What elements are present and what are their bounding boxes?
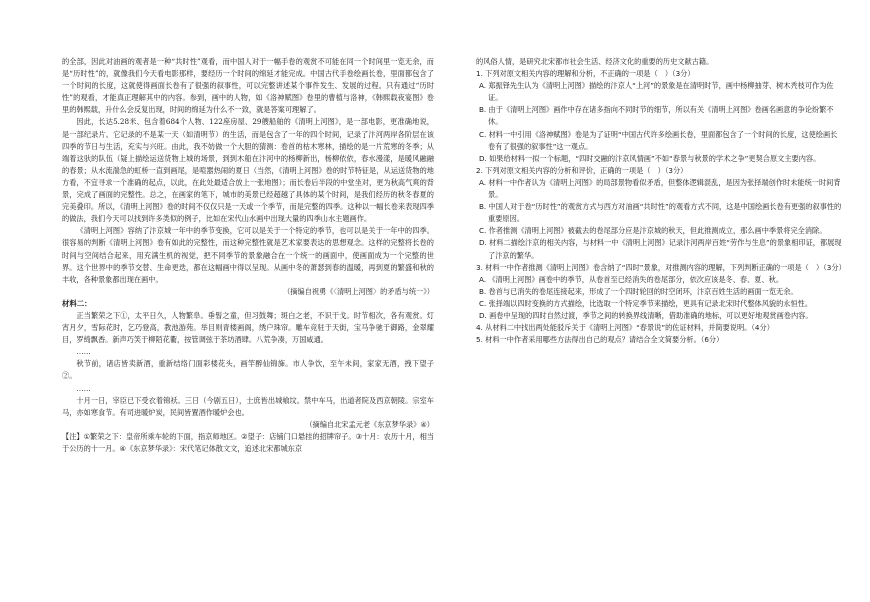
material1-source: （摘编自祝勇《〈清明上河图〉的矛盾与统一》） <box>283 286 434 296</box>
right-column <box>476 56 844 346</box>
question-3-option-d: D. 画卷中呈现的四时自然过渡，季节之间的转换界线清晰，借助准确的地标，可以更好地观赏画卷内容。 <box>479 310 813 320</box>
question-1-option-c: C. 材料一中引用《洛神赋图》卷是为了证明“中国古代许多绘画长卷，里面都包含了一个时间的长度，这使绘画长卷有了很强的叙事性”这一观点。 <box>479 129 838 151</box>
question-2-option-a: A. 材料一中作者认为《清明上河图》的局部景物看似矛盾，但整体逻辑混乱，是因为张择端创作时未能统一时间背景。 <box>479 177 841 200</box>
left-column <box>62 56 434 455</box>
question-5: 5. 材料一中作者采用哪些方法得出自己的观点？请结合全文简要分析。（6分） <box>476 335 724 345</box>
question-1-option-b: B. 由于《清明上河图》画作中存在诸多指向不同时节的细节，所以有关《清明上河图》卷画名画意的争论纷繁不休。 <box>479 105 834 127</box>
ellipsis: …… <box>76 383 91 393</box>
material2-source: （摘编自北宋孟元老《东京梦华录》④） <box>305 419 434 429</box>
material1-para3: 《清明上河图》容纳了汴京城一年中的季节变换，它可以是关于一个特定的季节，也可以是关于一年中的四季。很容易的判断《清明上河图》卷有如此的完整性，而这种完整性就是艺术家要表达的思想观念。这样的完整将长卷的时间与空间结合起来，用充满生机的视觉，把不同季节的景象融合在一个统一的画面中，使画面成为一个完整的世界。这个世界中的季节交替、生命更迭，都在这幅画中得以呈现。从画中冬的萧瑟到春的温暖，再到夏的繁盛和秋的丰收，各种景象都出现在画中。 <box>62 226 434 284</box>
question-2-option-d: D. 材料二描绘汴京的相关内容，与材料一中《清明上河图》记录汴河两岸百姓“劳作与生息”的景象相印证，都展现了汴京的繁华。 <box>479 238 842 260</box>
question-2: 2. 下列对原文相关内容的分析和评价，正确的一项是（ ）（3分） <box>476 165 688 175</box>
question-2-option-c: C. 作者推测《清明上河图》被截去的卷尾部分应是汴京城的秋天，但此推测成立，那么画中季景将完全消除。 <box>479 226 827 236</box>
footnote-continued: 的风俗人情，是研究北宋都市社会生活、经济文化的重要的历史文献古籍。 <box>476 57 714 66</box>
question-3-option-b: B. 卷首与已消失的卷尾连接起来，形成了一个四时轮回的时空闭环，汴京百姓生活的画面一览无余。 <box>479 286 798 296</box>
material1-para2: 因此，长达5.28米、包含着684个人物、122座房屋、29艘船舶的《清明上河图》，是一部电影，更准确地说，是一部纪录片。它记录的不是某一天（如清明节）的生活，而是包含了一年的四个时间，记录了汴河两岸各阶层在该四季的节日与生活，充实与兴旺。由此，我不妨做一个大胆的猜测：卷首的枯木寒林，描绘的是一片荒寒的冬季；从端着这驮的队伍（疑上描绘运送货物上城的场景，到到木船在汴河中的杨柳新出，杨柳依依，春水漫漾，是暖风融融的春景；从水流湍急的虹桥一直到画尾，是喧嚣热闹的夏日（当然，《清明上河图》卷的时节特征是，从运送货物的地方看，不宜寻求一个准确的起点，以此，在此处最适合放上一张地图）；而长卷后半段的中堂坐对，更为秋高气爽的背景，完成了画面的完整性。总之，在画家的笔下，城市的美景已经超越了具体的某个时间，是我们经历的秋冬春夏的完美叠印。所以，《清明上河图》卷的时间不仅仅只是一天或一个季节，而是完整的四季。这种以一幅长卷来表现四季的做法，我们今天可以找到许多类似的例子，比如在宋代山水画中出现大量的四季山水主题画作。 <box>62 117 434 224</box>
question-1-option-a: A. 郑振铎先生认为《清明上河图》描绘的汴京人“上河”的景象是在清明时节，画中杨柳抽芽、树木秃枝可作为佐证。 <box>479 81 834 103</box>
footnote: 【注】①繁荣之下：皇帝所乘车轮的下面，指京师地区。②望子：店铺门口悬挂的招牌帘子。③十月：农历十月，相当于公历的十一月。④《东京梦华录》：宋代笔记体散文文，追述北宋都城东京 <box>62 431 434 453</box>
material2-label: 材料二： <box>62 298 92 308</box>
material2-para1: 正当繁荣之下①，太平日久，人物繁阜。垂髫之童，但习鼓舞；斑白之老，不识干戈。时节相次，各有观赏。灯宵月夕，雪际花时，乞巧登高，教池游苑。举目则青楼画阁，绣户珠帘。雕车竞驻于天街，宝马争驰于御路，金翠耀目，罗绮飘香。新声巧笑于柳陌花衢，按管调弦于茶坊酒肆。八荒争凑，万国咸通。 <box>62 310 434 345</box>
question-1: 1. 下列对原文相关内容的理解和分析，不正确的一项是（ ）（3分） <box>476 69 695 79</box>
material2-para3: 十月一日，宰臣已下受衣着锦袄。三日（今剧五日），士庶皆出城飨坟。禁中车马，出道者院及西京朝陵。宗室车马，亦如寒食节。有司进暖炉炭，民间皆置酒作暖炉会也。 <box>62 395 434 417</box>
material1-para1: 的全部，因此对油画的观者是一种“共时性”观看，而中国人对于一幅手卷的观赏不可能在同一个时间里一览无余，而是“历时性”的，就像我们今天看电影那样，要经历一个时间的绵延才能完成。中国古代手卷绘画长卷，里面都包含了一个时间的长度，这就使得画面长卷有了很强的叙事性，可以完整讲述某个事件发生、发展的过程。只有通过“历时性”的观看，才能真正理解其中的内容。参到，画中的人物，如《洛神赋图》卷里的曹植与洛神，《韩熙载夜宴图》卷里的韩熙载，升什么会反复出现，时间的绵延为什么不一致，就是答案可理解了。 <box>62 57 434 115</box>
question-4: 4. 从材料二中找出两处能驳斥关于《清明上河图》“春景说”的佐证材料，并简要说明。（4分） <box>476 323 774 333</box>
question-3-option-a: A. 《清明上河图》画卷中的季节，从卷首至已经消失的卷尾部分，依次应该是冬、春、夏、秋。 <box>479 274 784 284</box>
material2-para2: 秋节前，诸店皆卖新酒，重新结络门面彩楼花头，画竿醉仙锦旆。市人争饮，至午未间，家家无酒，拽下望子②。 <box>62 359 434 381</box>
question-3-option-c: C. 张择端以四时变换的方式描绘，比选取一个特定季节来描绘，更具有记录北宋时代整体风貌的永恒性。 <box>479 298 813 308</box>
question-1-option-d: D. 如果给材料一拟一个标题，“四时交融的汴京风情画”不如“春景与秋景的学术之争”更契合原文主要内容。 <box>479 153 821 163</box>
ellipsis: …… <box>76 347 91 357</box>
question-3: 3. 材料一中作者推测《清明上河图》卷含纳了“四时”景象，对推测内容的理解，下列判断正确的一项是（ ）（3分） <box>476 262 846 272</box>
question-2-option-b: B. 中国人对于卷“历时性”的观赏方式与西方对油画“共时性”的观看方式不同，这是中国绘画长卷有更强的叙事性的重要原因。 <box>479 202 842 224</box>
